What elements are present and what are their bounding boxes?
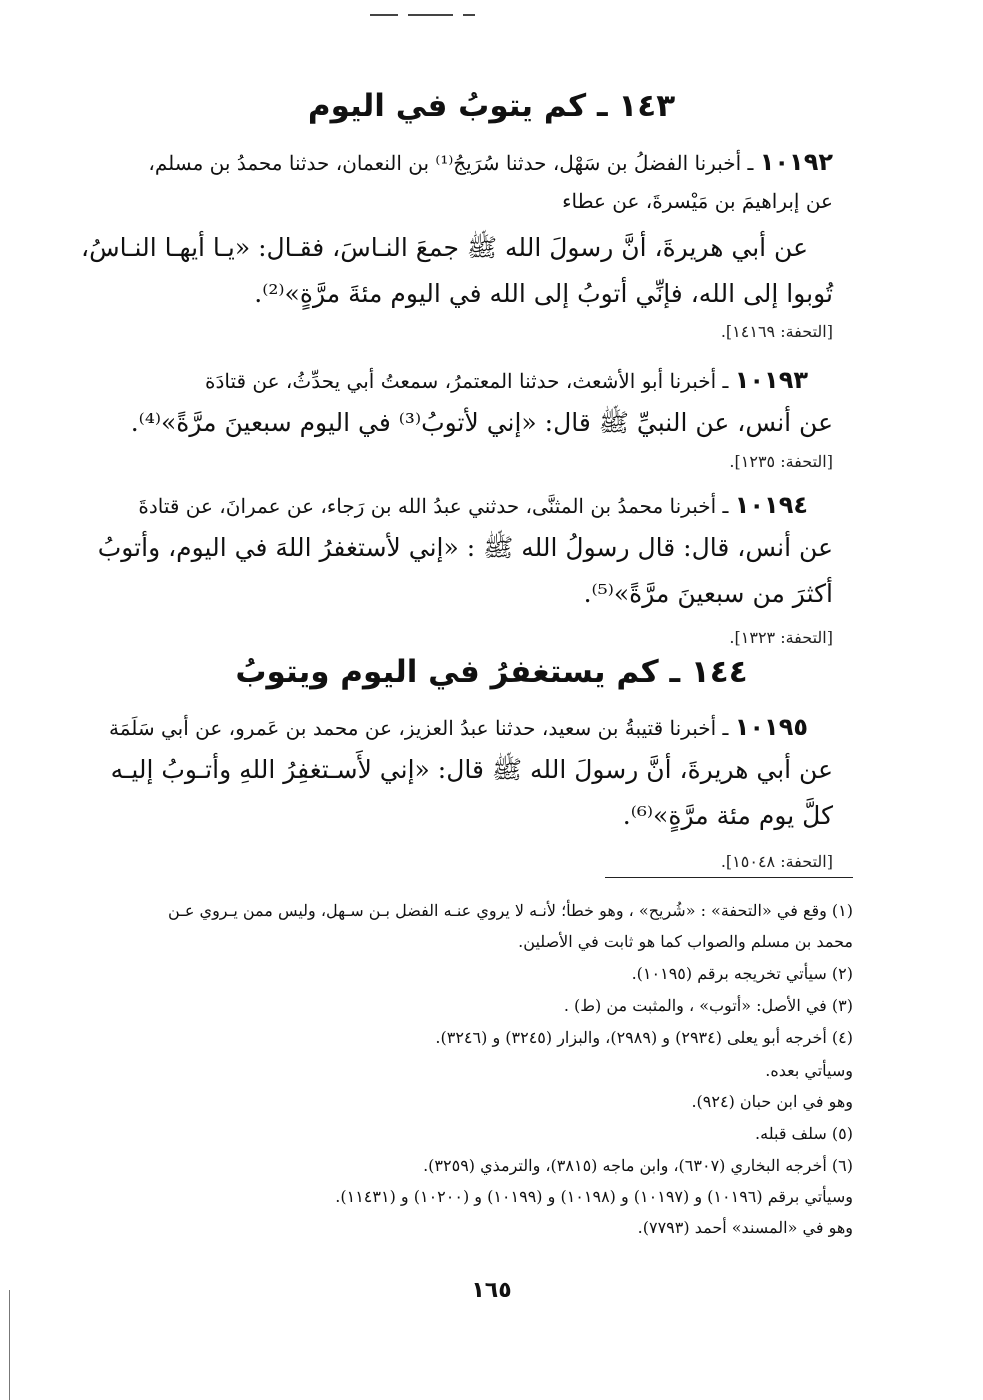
footnote-6: (٦) أخرجه البخاري (٦٣٠٧)، وابن ماجه (٣٨١٥)، والترمذي (٣٢٥٩).	[423, 1156, 853, 1175]
chapter-144-heading: ١٤٤ ـ كم يستغفرُ في اليوم ويتوبُ	[235, 654, 748, 690]
hadith-text: ـ أخبرنا أبو الأشعث، حدثنا المعتمرُ، سمعتُ أبي يحدِّثُ، عن قتادَة	[204, 369, 735, 393]
hadith-number: ١٠١٩٤	[734, 491, 808, 519]
hadith-10195-tuhfa: [التحفة: ١٥٠٤٨].	[720, 852, 833, 871]
footnote-4: (٤) أخرجه أبو يعلى (٢٩٣٤) و (٢٩٨٩)، والبزار (٣٢٤٥) و (٣٢٤٦).	[435, 1028, 853, 1047]
hadith-10195-matn-1: عن أبي هريرةَ، أنَّ رسولَ الله ﷺ قال: «إني لأَسـتغفِرُ اللهِ وأتـوبُ إليـه	[110, 755, 833, 784]
footnote-6-cont-2: وهو في «المسند» أحمد (٧٧٩٣).	[637, 1218, 853, 1237]
hadith-text: ـ أخبرنا الفضلُ بن سَهْل، حدثنا سُرَيجُ⁽¹⁾ بن النعمان، حدثنا محمدُ بن مسلم،	[148, 151, 760, 175]
hadith-10193-tuhfa: [التحفة: ١٢٣٥].	[729, 452, 833, 471]
hadith-text: ـ أخبرنا محمدُ بن المثنَّى، حدثني عبدُ الله بن رَجاء، عن عمرانَ، عن قتادةَ	[138, 494, 735, 518]
footnote-1-cont: محمد بن مسلم والصواب كما هو ثابت في الأصلين.	[518, 932, 853, 951]
footnote-3: (٣) في الأصل: «أتوب» ، والمثبت من (ط) .	[563, 996, 853, 1015]
scan-edge-line	[9, 1290, 10, 1400]
hadith-10194-matn-1: عن أنس، قال: قال رسولُ الله ﷺ : «إني لأستغفرُ اللهَ في اليوم، وأتوبُ	[97, 533, 833, 562]
footnote-4-cont-1: وسيأتي بعده.	[765, 1061, 853, 1080]
hadith-text: ـ أخبرنا قتيبةُ بن سعيد، حدثنا عبدُ العزيز، عن محمد بن عَمرو، عن أبي سَلَمَة	[108, 716, 735, 740]
hadith-number: ١٠١٩٣	[734, 366, 808, 394]
top-scan-mark	[370, 4, 510, 10]
hadith-10194-tuhfa: [التحفة: ١٣٢٣].	[729, 628, 833, 647]
hadith-10192-matn-2: تُوبوا إلى الله، فإنِّي أتوبُ إلى الله في اليوم مئةَ مرَّةٍ»⁽²⁾.	[254, 279, 833, 308]
footnote-2: (٢) سيأتي تخريجه برقم (١٠١٩٥).	[631, 964, 853, 983]
hadith-10194-isnad	[140, 490, 808, 521]
page-number: ١٦٥	[471, 1278, 512, 1303]
hadith-10192-matn-1: عن أبي هريرةَ، أنَّ رسولَ الله ﷺ جمعَ النـاسَ، فقـال: «يـا أيهـا النـاسُ،	[81, 233, 808, 262]
footnote-5: (٥) سلف قبله.	[755, 1124, 853, 1143]
hadith-10193-isnad	[140, 365, 808, 396]
hadith-10194-matn-2: أكثرَ من سبعينَ مرَّةً»⁽⁵⁾.	[583, 579, 833, 608]
hadith-number: ١٠١٩٢	[759, 148, 833, 176]
hadith-10195-isnad	[108, 712, 808, 743]
footnote-6-cont-1: وسيأتي برقم (١٠١٩٦) و (١٠١٩٧) و (١٠١٩٨) و (١٠١٩٩) و (١٠٢٠٠) و (١١٤٣١).	[335, 1187, 853, 1206]
hadith-number: ١٠١٩٥	[734, 713, 808, 741]
hadith-10192-isnad	[140, 147, 833, 178]
hadith-10192-tuhfa: [التحفة: ١٤١٦٩].	[720, 322, 833, 341]
footnote-4-cont-2: وهو في ابن حبان (٩٢٤).	[691, 1092, 853, 1111]
hadith-10195-matn-2: كلَّ يوم مئة مرَّةٍ»⁽⁶⁾.	[622, 801, 833, 830]
footnote-separator	[605, 877, 853, 878]
hadith-10192-isnad-cont: عن إبراهيمَ بن مَيْسرةَ، عن عطاء	[562, 189, 833, 213]
footnote-1: (١) وقع في «التحفة» : «شُريح» ، وهو خطأ؛ لأنـه لا يروي عنـه الفضل بـن سـهل، وليس ممن يـروي عـن	[168, 901, 853, 920]
chapter-143-heading: ١٤٣ ـ كم يتوبُ في اليوم	[307, 88, 676, 124]
hadith-10193-matn: عن أنس، عن النبيِّ ﷺ قال: «إني لأتوبُ⁽³⁾ في اليوم سبعينَ مرَّةً»⁽⁴⁾.	[130, 408, 833, 437]
